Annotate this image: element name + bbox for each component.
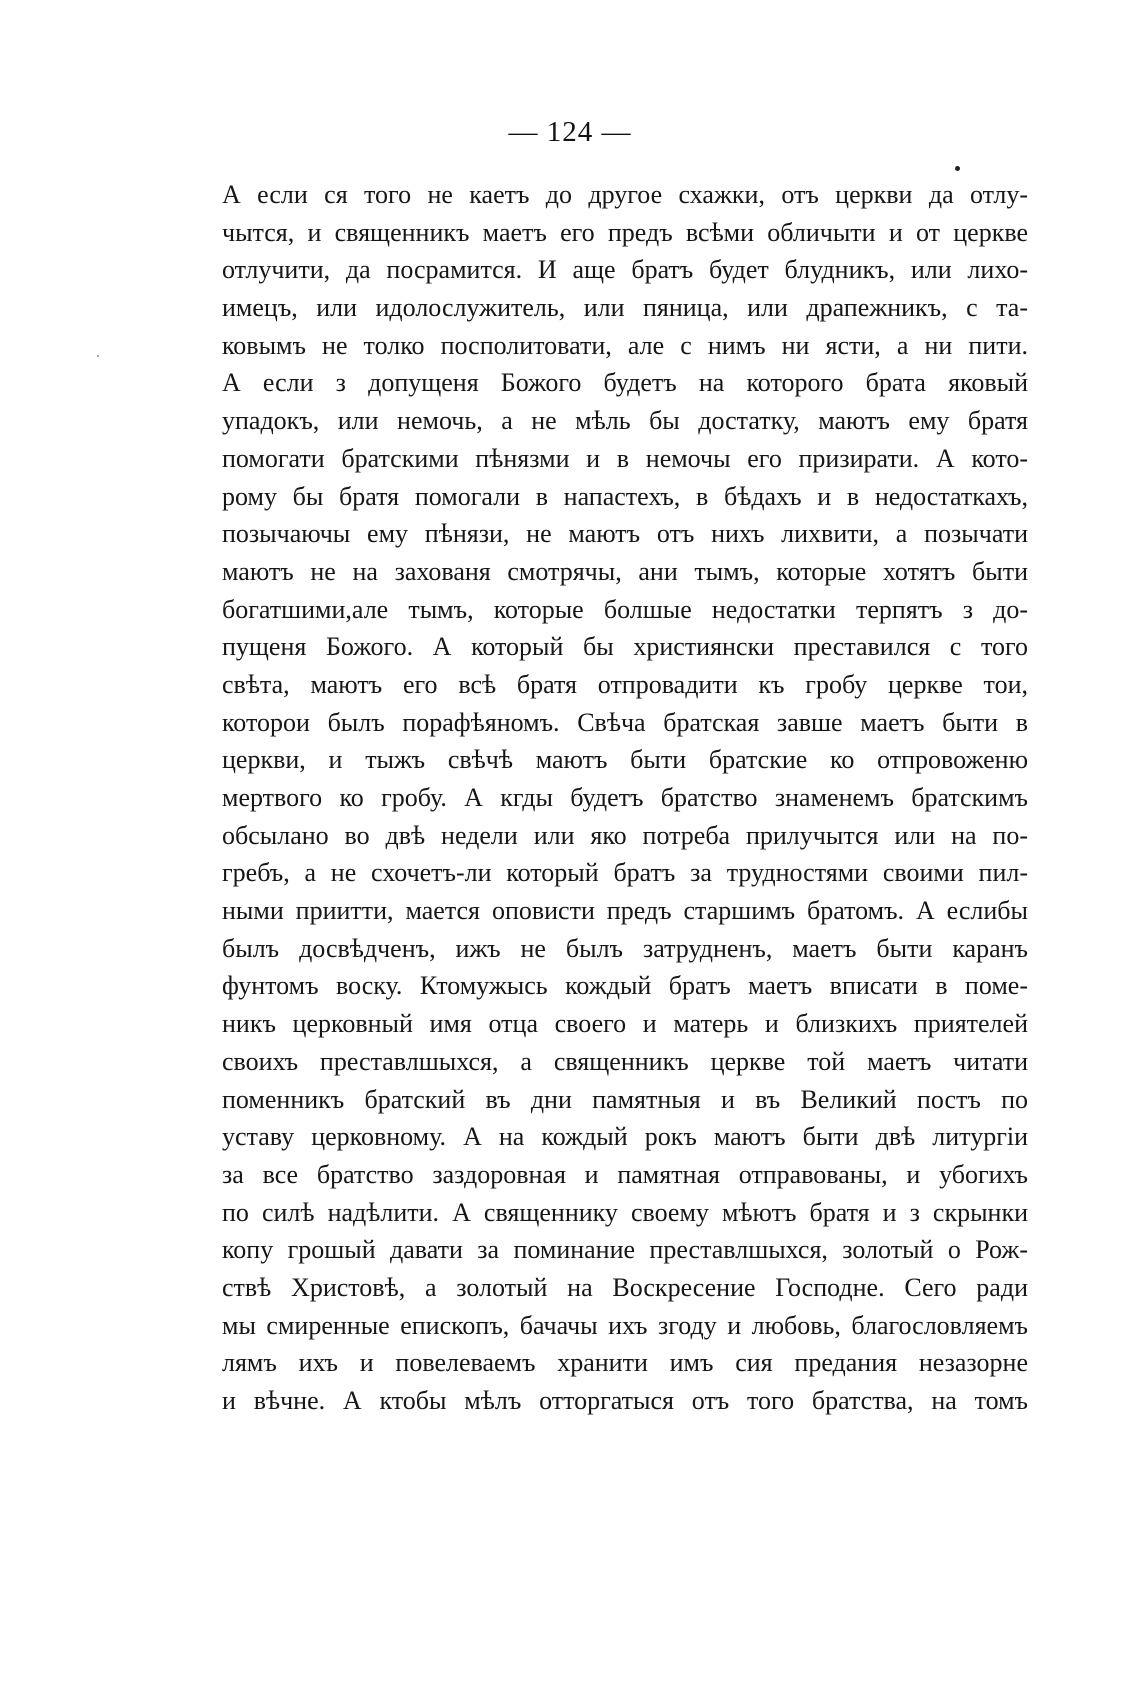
text-line: никъ церковный имя отца своего и матерь и близкихъ приятелей xyxy=(222,1009,1028,1039)
text-line: копу грошый давати за поминание преставлшыхся, золотый о Рож- xyxy=(222,1235,1028,1265)
text-line: имецъ, или идолослужитель, или пяница, или драпежникъ, с та- xyxy=(222,293,1028,323)
text-line: позычаючы ему пѣнязи, не маютъ отъ нихъ лихвити, а позычати xyxy=(222,519,1028,549)
text-line: лямъ ихъ и повелеваемъ хранити имъ сия предания незазорне xyxy=(222,1348,1028,1378)
text-line: фунтомъ воску. Ктомужысь кождый братъ маетъ вписати в поме- xyxy=(222,971,1028,1001)
text-line: ковымъ не толко посполитовати, але с нимъ ни ясти, а ни пити. xyxy=(222,330,1028,360)
text-line: мертвого ко гробу. А кгды будетъ братство знаменемъ братскимъ xyxy=(222,783,1028,812)
text-line: богатшими,але тымъ, которые болшые недостатки терпятъ з до- xyxy=(222,594,1028,624)
text-line: пущеня Божого. А который бы християнски преставился с того xyxy=(222,632,1028,662)
text-line: чытся, и священникъ маетъ его предъ всѣми обличыти и от церкве xyxy=(222,217,1028,247)
text-line: А если з допущеня Божого будетъ на которого брата яковый xyxy=(222,368,1028,398)
text-line: былъ досвѣдченъ, ижъ не былъ затрудненъ, маетъ быти каранъ xyxy=(222,933,1028,963)
text-line: помогати братскими пѣнязми и в немочы его призирати. А кото- xyxy=(222,443,1028,473)
text-line: и вѣчне. А ктобы мѣлъ отторгатыся отъ того братства, на томъ xyxy=(222,1386,1028,1415)
body-text xyxy=(222,176,1028,1420)
text-line: свѣта, маютъ его всѣ братя отпровадити къ гробу церкве тои, xyxy=(222,669,1028,699)
text-line: ными приитти, мается оповисти предъ старшимъ братомъ. А еслибы xyxy=(222,896,1028,926)
text-line: поменникъ братский въ дни памятныя и въ Великий постъ по xyxy=(222,1084,1028,1114)
text-line: по силѣ надѣлити. А священнику своему мѣютъ братя и з скрынки xyxy=(222,1197,1028,1227)
print-speck xyxy=(955,166,960,171)
text-line: упадокъ, или немочь, а не мѣль бы достатку, маютъ ему братя xyxy=(222,406,1028,436)
print-speck xyxy=(97,355,99,357)
text-line: отлучити, да посрамится. И аще братъ будет блудникъ, или лихо- xyxy=(222,255,1028,285)
text-line: за все братство заздоровная и памятная отправованы, и убогихъ xyxy=(222,1159,1028,1189)
text-line: гребъ, а не схочетъ-ли который братъ за трудностями своими пил- xyxy=(222,858,1028,888)
text-line: мы смиренные епископъ, бачачы ихъ згоду и любовь, благословляемъ xyxy=(222,1310,1028,1340)
text-line: уставу церковному. А на кождый рокъ маютъ быти двѣ литургіи xyxy=(222,1122,1028,1152)
text-line: ствѣ Христовѣ, а золотый на Воскресение Господне. Сего ради xyxy=(222,1272,1028,1302)
text-line: которои былъ порафѣяномъ. Свѣча братская завше маетъ быти в xyxy=(222,707,1028,737)
text-line: своихъ преставлшыхся, а священникъ церкве той маетъ читати xyxy=(222,1046,1028,1076)
text-line: церкви, и тыжъ свѣчѣ маютъ быти братские ко отпровоженю xyxy=(222,745,1028,775)
text-line: А если ся того не каетъ до другое схажки, отъ церкви да отлу- xyxy=(222,180,1028,209)
text-line: рому бы братя помогали в напастехъ, в бѣдахъ и в недостаткахъ, xyxy=(222,481,1028,511)
page-number: — 124 — xyxy=(508,116,632,148)
text-line: маютъ не на захованя смотрячы, ани тымъ, которые хотятъ быти xyxy=(222,556,1028,586)
text-line: обсылано во двѣ недели или яко потреба прилучытся или на по- xyxy=(222,820,1028,850)
